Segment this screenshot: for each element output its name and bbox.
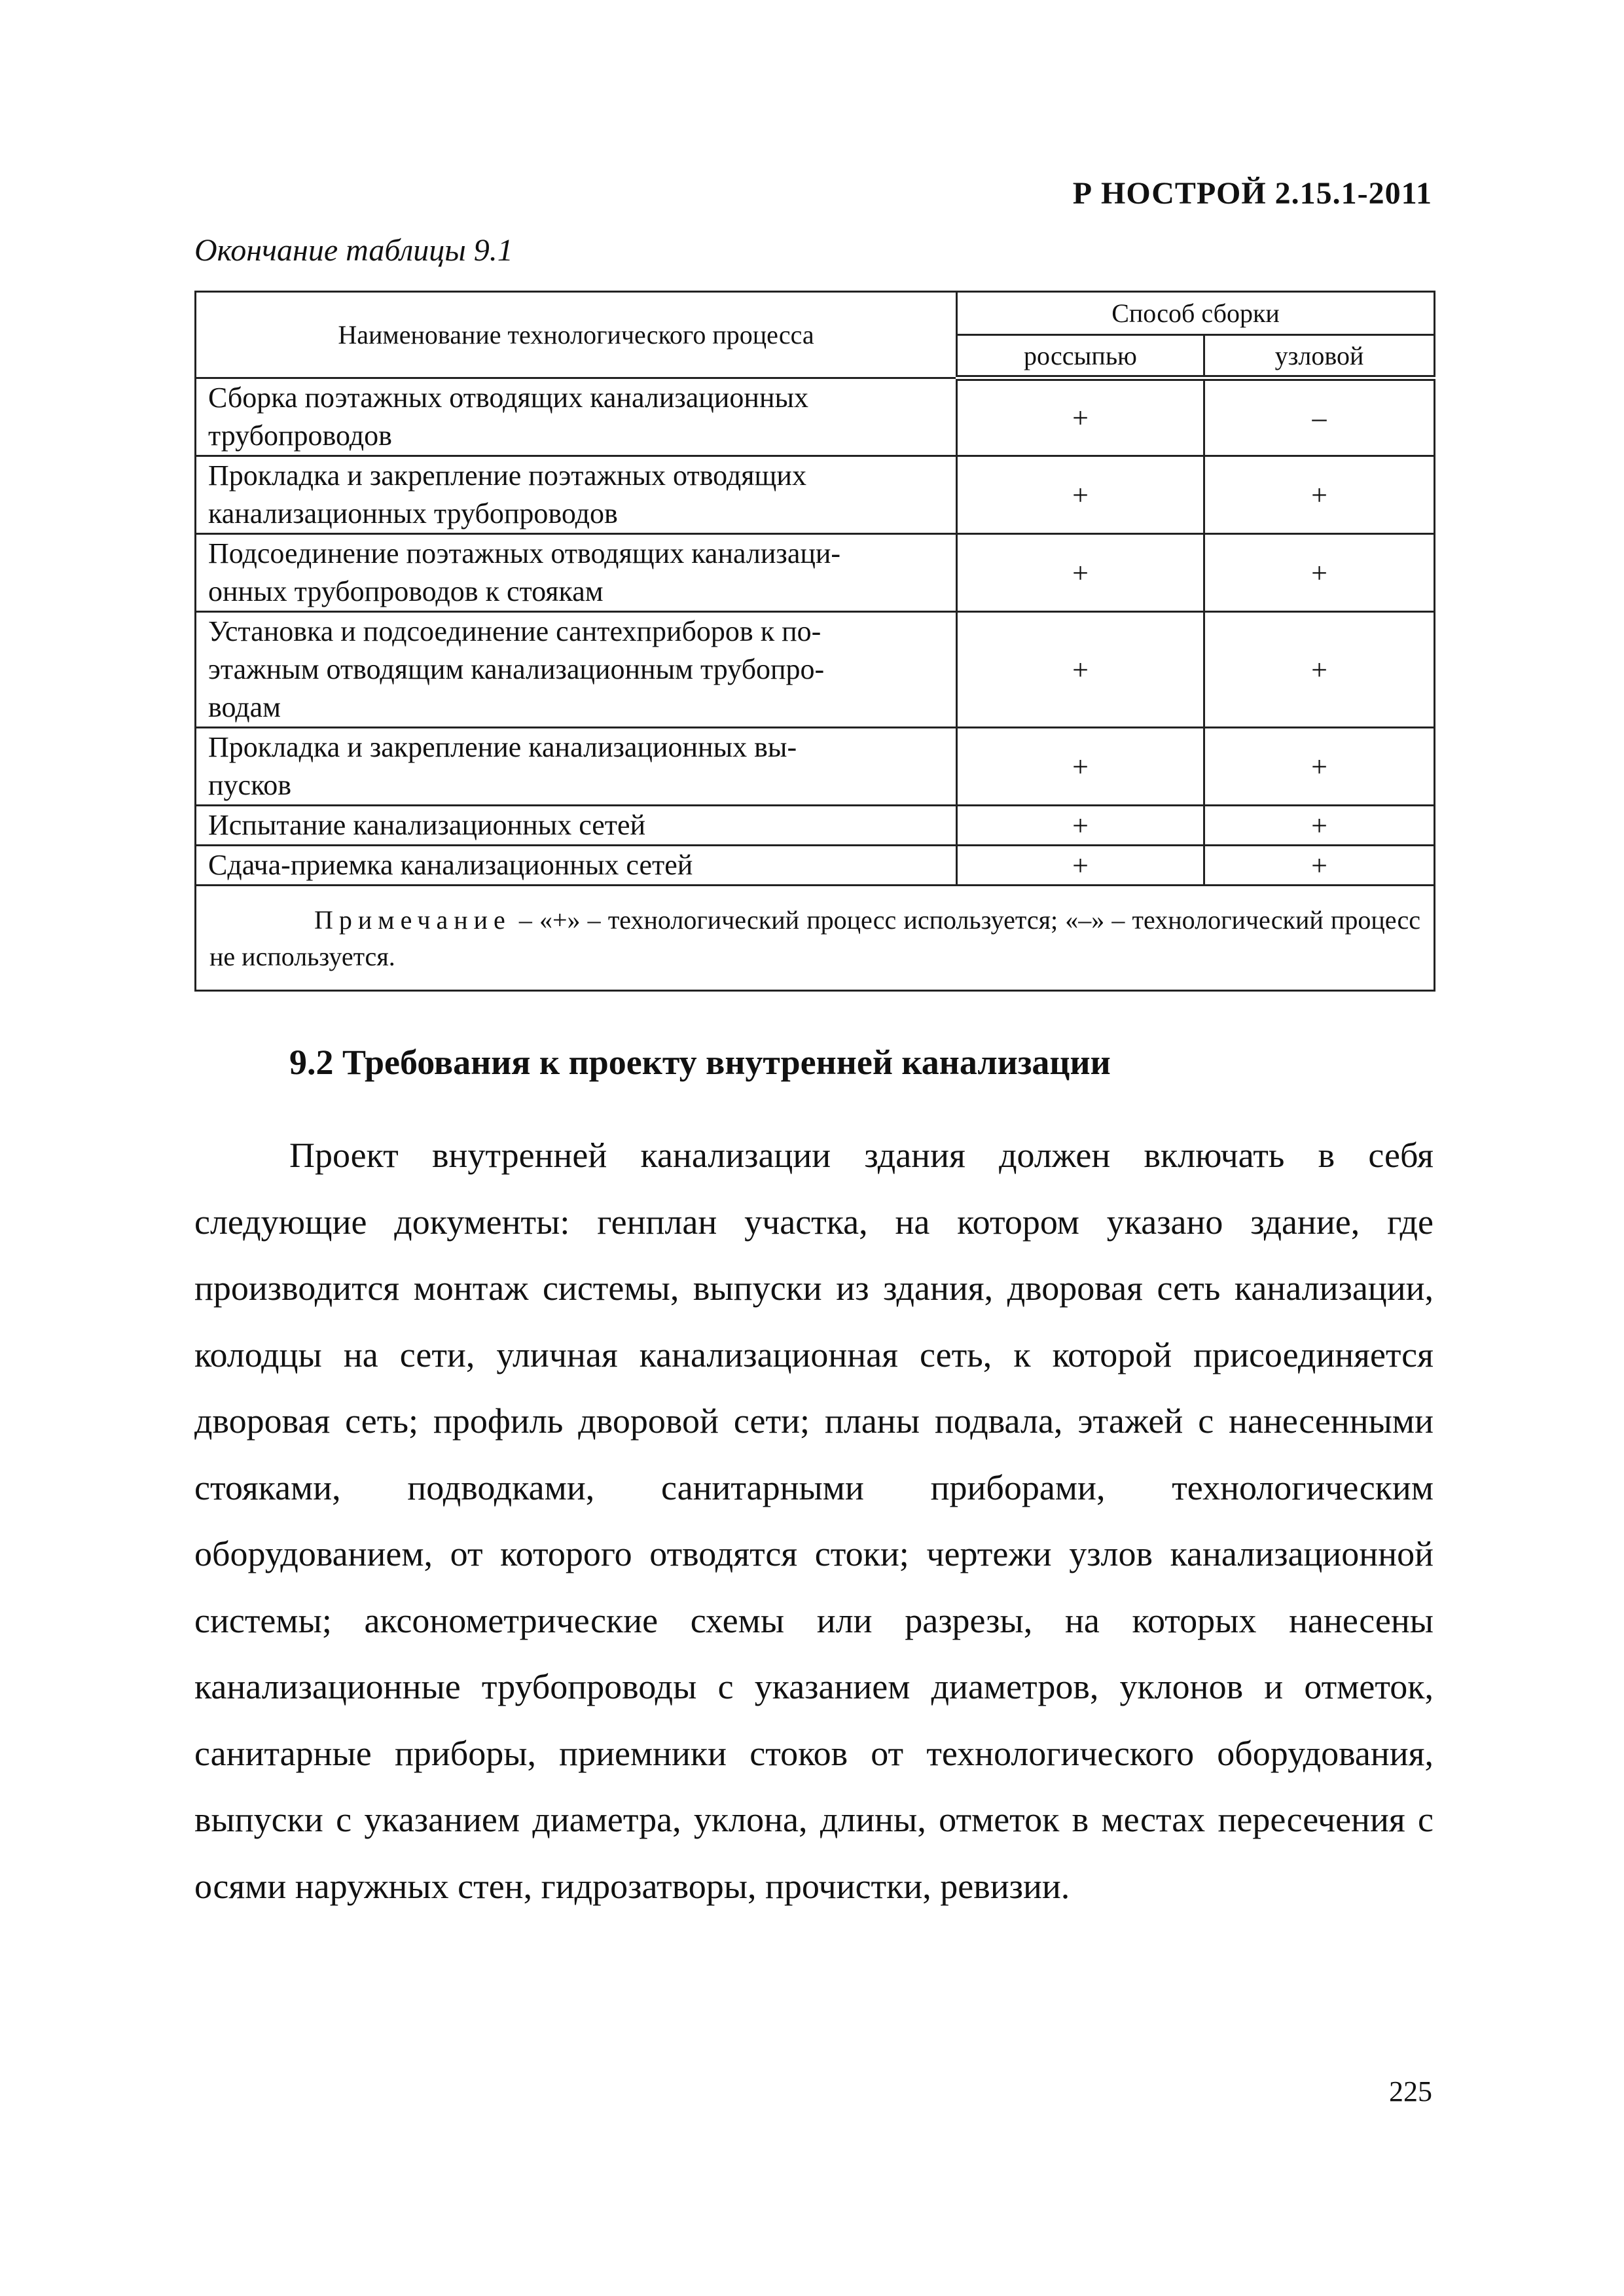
unit-mark: –	[1204, 378, 1435, 456]
page-number: 225	[1389, 2075, 1432, 2108]
loose-mark: +	[957, 378, 1204, 456]
process-name-cell	[196, 612, 957, 728]
table-row	[196, 534, 1435, 612]
cell-line: Прокладка и закрепление поэтажных отводящих	[208, 459, 806, 492]
cell-line: водам	[208, 691, 281, 723]
unit-mark: +	[1204, 728, 1435, 806]
loose-mark: +	[957, 846, 1204, 886]
col-header-unit: узловой	[1204, 335, 1435, 378]
col-header-loose: россыпью	[957, 335, 1204, 378]
cell-line: трубопроводов	[208, 420, 392, 452]
cell-line: канализационных трубопроводов	[208, 497, 618, 529]
loose-mark: +	[957, 612, 1204, 728]
cell-line: онных трубопроводов к стоякам	[208, 575, 604, 607]
col-header-assembly-method: Способ сборки	[957, 292, 1435, 335]
loose-mark: +	[957, 534, 1204, 612]
section-title: 9.2 Требования к проекту внутренней канализации	[289, 1043, 1111, 1082]
cell-line: этажным отводящим канализационным трубопро-	[208, 653, 825, 685]
process-name-cell	[196, 846, 957, 886]
unit-mark: +	[1204, 806, 1435, 846]
table-caption: Окончание таблицы 9.1	[194, 233, 513, 268]
loose-mark: +	[957, 728, 1204, 806]
table-row	[196, 846, 1435, 886]
table-note	[196, 886, 1435, 991]
cell-line: Сдача-приемка канализационных сетей	[208, 849, 693, 881]
table-row	[196, 456, 1435, 534]
table-row	[196, 378, 1435, 456]
cell-line: Испытание канализационных сетей	[208, 809, 646, 841]
document-code: Р НОСТРОЙ 2.15.1-2011	[1072, 176, 1432, 211]
cell-line: Подсоединение поэтажных отводящих канализаци-	[208, 537, 841, 569]
process-name-cell	[196, 456, 957, 534]
unit-mark: +	[1204, 534, 1435, 612]
process-name-cell	[196, 728, 957, 806]
unit-mark: +	[1204, 846, 1435, 886]
process-name-cell	[196, 378, 957, 456]
table-row	[196, 612, 1435, 728]
table-note-row	[196, 886, 1435, 991]
note-label: Примечание	[314, 905, 511, 935]
cell-line: Установка и подсоединение сантехприборов к по-	[208, 615, 821, 647]
cell-line: пусков	[208, 769, 291, 801]
cell-line: Сборка поэтажных отводящих канализационных	[208, 382, 809, 414]
process-name-cell	[196, 806, 957, 846]
process-name-cell	[196, 534, 957, 612]
process-table	[194, 291, 1435, 992]
loose-mark: +	[957, 806, 1204, 846]
section-paragraph: Проект внутренней канализации здания должен включать в себя следующие документы: генплан участка, на котором указано здание, где производится монтаж системы, выпуски из здания, дворовая сеть канализации, колодцы на сети, уличная канализационная сеть, к которой присоединяется дворовая сеть; профиль дворовой сети; планы подвала, этажей с нанесенными стояками, подводками, санитарными приборами, технологическим оборудованием, от которого отводятся стоки; чертежи узлов канализационной системы; аксонометрические схемы или разрезы, на которых нанесены канализационные трубопроводы с указанием диаметров, уклонов и отметок, санитарные приборы, приемники стоков от технологического оборудования, выпуски с указанием диаметра, уклона, длины, отметок в местах пересечения с осями наружных стен, гидрозатворы, прочистки, ревизии.	[194, 1136, 1434, 1906]
unit-mark: +	[1204, 456, 1435, 534]
unit-mark: +	[1204, 612, 1435, 728]
table-row	[196, 728, 1435, 806]
table-row	[196, 806, 1435, 846]
loose-mark: +	[957, 456, 1204, 534]
col-header-process-name: Наименование технологического процесса	[196, 292, 957, 378]
note-text: – «+» – технологический процесс используется; «–» – технологический процесс не используется.	[209, 905, 1420, 971]
cell-line: Прокладка и закрепление канализационных вы-	[208, 731, 797, 763]
